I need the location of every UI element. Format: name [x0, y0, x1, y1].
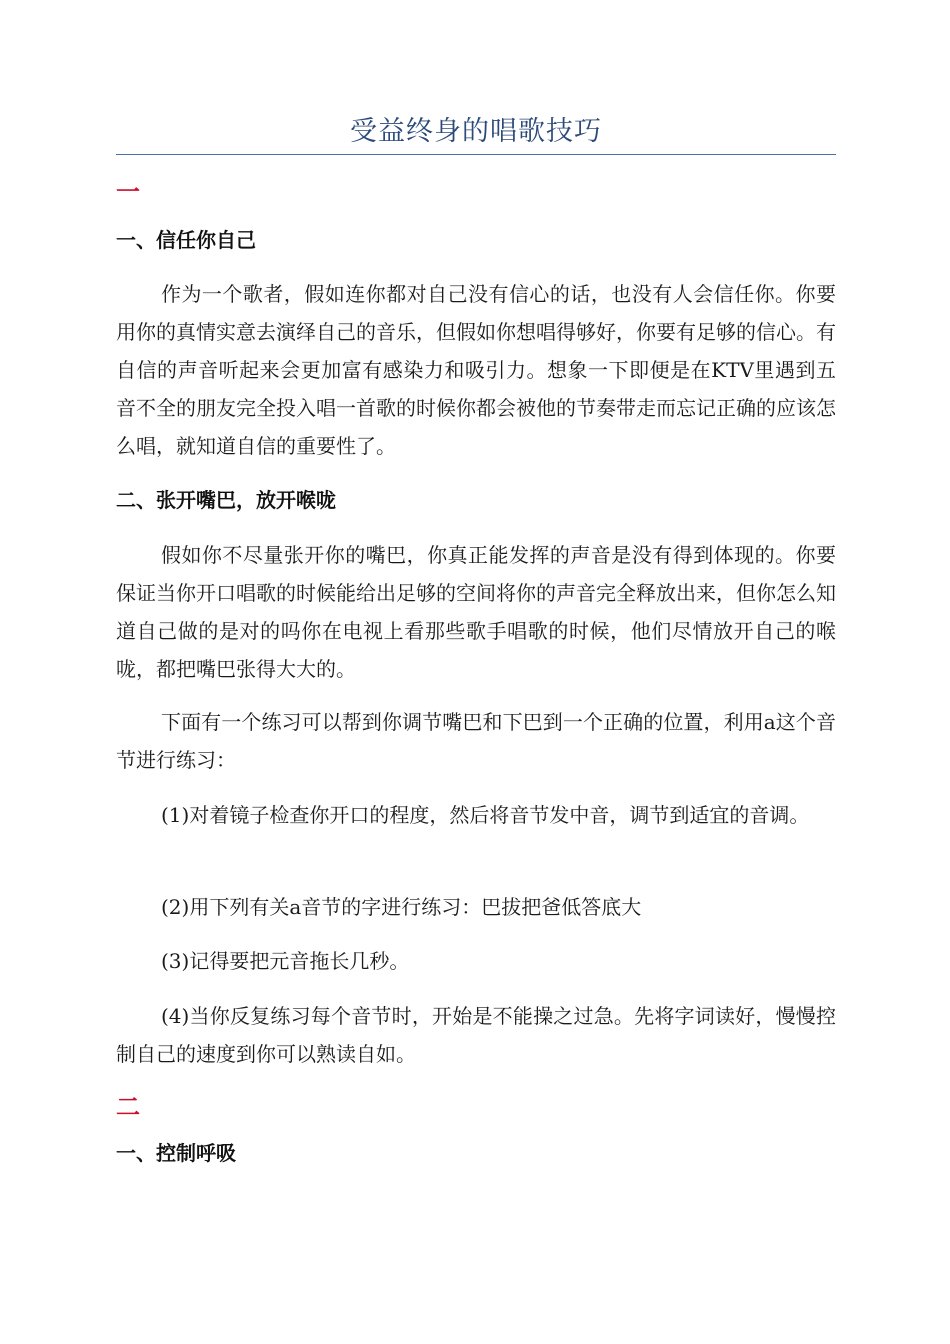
section-mark-1: 一	[116, 177, 140, 206]
heading-open-mouth: 二、张开嘴巴，放开喉咙	[116, 488, 336, 512]
paragraph-exercise-step-4: (4)当你反复练习每个音节时，开始是不能操之过急。先将字词读好，慢慢控制自己的速度到你可以熟读自如。	[116, 1004, 836, 1066]
paragraph-exercise-step-2: (2)用下列有关a音节的字进行练习：巴拔把爸低答底大	[161, 895, 642, 919]
title-underline	[116, 154, 836, 155]
document-title: 受益终身的唱歌技巧	[350, 116, 602, 147]
section-mark-2: 二	[116, 1092, 140, 1121]
paragraph-exercise-step-1: (1)对着镜子检查你开口的程度，然后将音节发中音，调节到适宜的音调。	[161, 803, 810, 827]
heading-trust-yourself: 一、信任你自己	[116, 228, 256, 252]
paragraph-trust-yourself: 作为一个歌者，假如连你都对自己没有信心的话，也没有人会信任你。你要用你的真情实意去演绎自己的音乐，但假如你想唱得够好，你要有足够的信心。有自信的声音听起来会更加富有感染力和吸引力。想象一下即便是在KTV里遇到五音不全的朋友完全投入唱一首歌的时候你都会被他的节奏带走而忘记正确的应该怎么唱，就知道自信的重要性了。	[116, 282, 836, 458]
paragraph-exercise-intro: 下面有一个练习可以帮到你调节嘴巴和下巴到一个正确的位置，利用a这个音节进行练习：	[116, 710, 836, 772]
paragraph-open-mouth: 假如你不尽量张开你的嘴巴，你真正能发挥的声音是没有得到体现的。你要保证当你开口唱歌的时候能给出足够的空间将你的声音完全释放出来，但你怎么知道自己做的是对的吗你在电视上看那些歌手唱歌的时候，他们尽情放开自己的喉咙，都把嘴巴张得大大的。	[116, 543, 836, 681]
paragraph-exercise-step-3: (3)记得要把元音拖长几秒。	[161, 949, 410, 973]
heading-control-breathing: 一、控制呼吸	[116, 1141, 236, 1165]
